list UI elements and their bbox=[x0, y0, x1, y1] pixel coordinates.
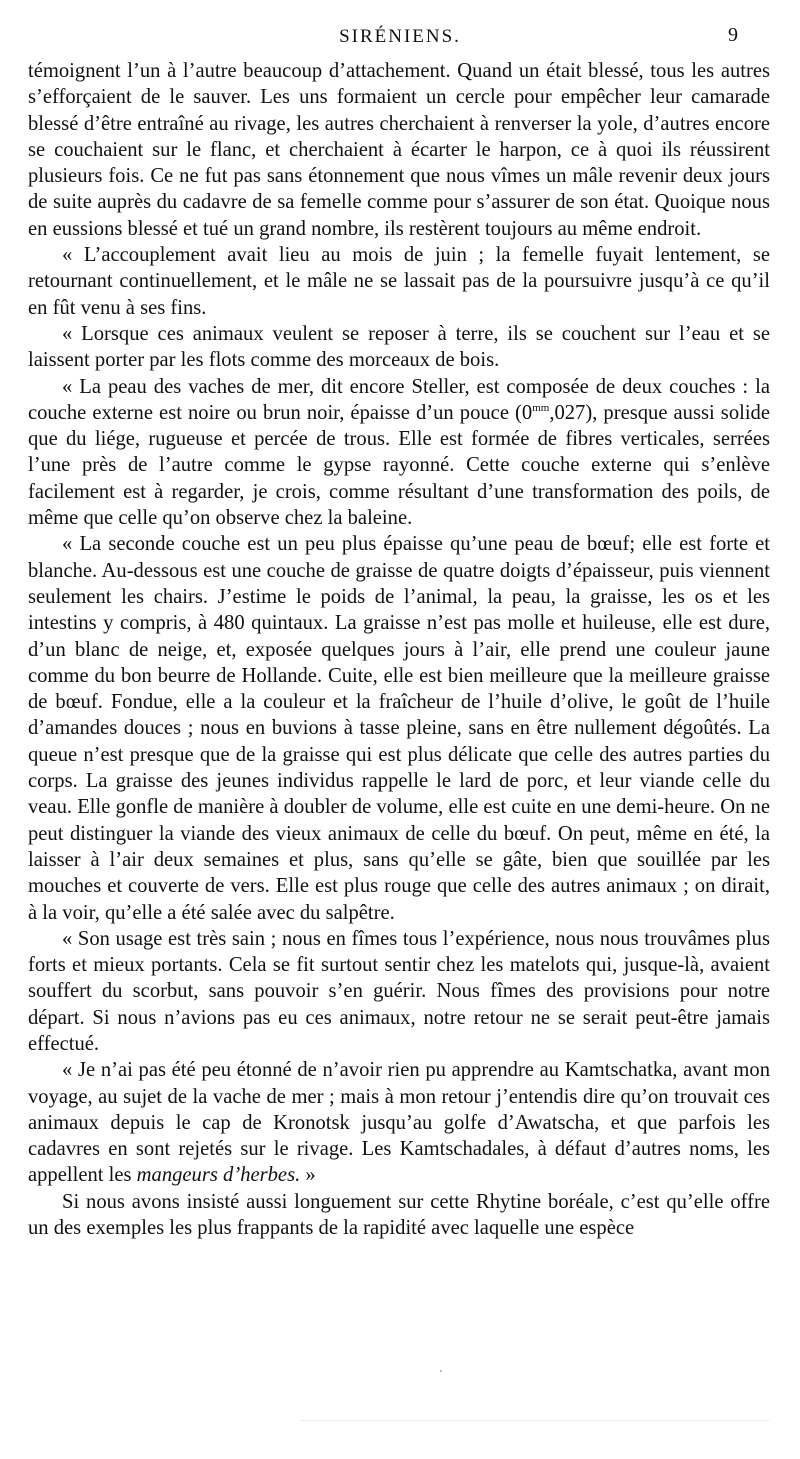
paragraph-7-text-before: « Je n’ai pas été peu étonné de n’avoir rien pu apprendre au Kamtschatka, avant mon voyage, au sujet de la vache de mer ; mais à mon retour j’entendis dire qu’on trouvait ces animaux depuis le cap de Kronotsk jusqu’au golfe d’Awatscha, et que parfois les cadavres en sont rejetés sur le rivage. Les Kamtschadales, à défaut d’autres noms, les appellent les bbox=[28, 1059, 770, 1187]
paragraph-4-text-after: ,027), presque aussi solide que du liége, rugueuse et percée de trous. Elle est formée de fibres verticales, serrées l’une près de l’autre comme le gypse rayonné. Cette couche externe qui s’enlève facilement est à regarder, je crois, comme résultant d’une transformation des poils, de même que celle qu’on observe chez la baleine. bbox=[28, 401, 770, 530]
paragraph-5: « La seconde couche est un peu plus épaisse qu’une peau de bœuf; elle est forte et blanche. Au-dessous est une couche de graisse de quatre doigts d’épaisseur, puis viennent seulement les chairs. J’estime le poids de l’animal, la peau, la graisse, les os et les intestins y compris, à 480 quintaux. La graisse n’est pas molle et huileuse, elle est dure, d’un blanc de neige, et, exposée quelques jours à l’air, elle prend une couleur jaune comme du bon beurre de Hollande. Cuite, elle est bien meilleure que la meilleure graisse de bœuf. Fondue, elle a la couleur et la fraîcheur de l’huile d’olive, le goût de l’huile d’amandes douces ; nous en buvions à tasse pleine, sans en être nullement dégoûtés. La queue n’est presque que de la graisse qui est plus délicate que celle des autres parties du corps. La graisse des jeunes individus rappelle le lard de porc, et leur viande celle du veau. Elle gonfle de manière à doubler de volume, elle est cuite en une demi-heure. On ne peut distinguer la viande des vieux animaux de celle du bœuf. On peut, même en été, la laisser à l’air deux semaines et plus, sans qu’elle se gâte, bien que souillée par les mouches et couverte de vers. Elle est plus rouge que celle des autres animaux ; on dirait, à la voir, qu’elle a été salée avec du salpêtre. bbox=[28, 533, 770, 924]
paragraph-4-text-before: « La peau des vaches de mer, dit encore Steller, est composée de deux couches : la couche externe est noire ou brun noir, épaisse d’un pouce (0 bbox=[28, 375, 770, 424]
paragraph-3: « Lorsque ces animaux veulent se reposer à terre, ils se couchent sur l’eau et se laissent porter par les flots comme des morceaux de bois. bbox=[28, 322, 770, 372]
paragraph-1: témoignent l’un à l’autre beaucoup d’attachement. Quand un était blessé, tous les autres s’efforçaient de le sauver. Les uns formaient un cercle pour empêcher leur camarade blessé d’être entraîné au rivage, les autres cherchaient à renverser la yole, d’autres encore se couchaient sur le flanc, et cherchaient à écarter le harpon, ce à quoi ils réussirent plusieurs fois. Ce ne fut pas sans étonnement que nous vîmes un mâle revenir deux jours de suite auprès du cadavre de sa femelle comme pour s’assurer de son état. Quoique nous en eussions blessé et tué un grand nombre, ils restèrent toujours au même endroit. bbox=[28, 60, 770, 240]
paragraph-4 bbox=[28, 374, 770, 532]
paragraph-7 bbox=[28, 1057, 770, 1188]
paragraph-7-text-after: » bbox=[300, 1164, 316, 1187]
print-speck bbox=[440, 1370, 442, 1372]
body-text bbox=[28, 58, 770, 1241]
paragraph-7-italic-term: mangeurs d’herbes. bbox=[136, 1164, 301, 1187]
paragraph-6: « Son usage est très sain ; nous en fîmes tous l’expérience, nous nous trouvâmes plus forts et mieux portants. Cela se fit surtout sentir chez les matelots qui, jusque-là, avaient souffert du scorbut, sans pouvoir s’en guérir. Nous fîmes des provisions pour notre départ. Si nous n’avions pas eu ces animaux, notre retour ne se serait peut-être jamais effectué. bbox=[28, 927, 770, 1055]
running-head bbox=[0, 26, 800, 56]
bleed-through-trace bbox=[300, 1420, 770, 1423]
running-title: SIRÉNIENS. bbox=[339, 26, 461, 47]
millimetre-superscript: mm bbox=[532, 401, 550, 414]
paragraph-8: Si nous avons insisté aussi longuement sur cette Rhytine boréale, c’est qu’elle offre un des exemples les plus frappants de la rapidité avec laquelle une espèce bbox=[28, 1190, 770, 1240]
page-number: 9 bbox=[728, 24, 738, 46]
paragraph-2: « L’accouplement avait lieu au mois de juin ; la femelle fuyait lentement, se retournant continuellement, et le mâle ne se lassait pas de la poursuivre jusqu’à ce qu’il en fût venu à ses fins. bbox=[28, 244, 770, 319]
